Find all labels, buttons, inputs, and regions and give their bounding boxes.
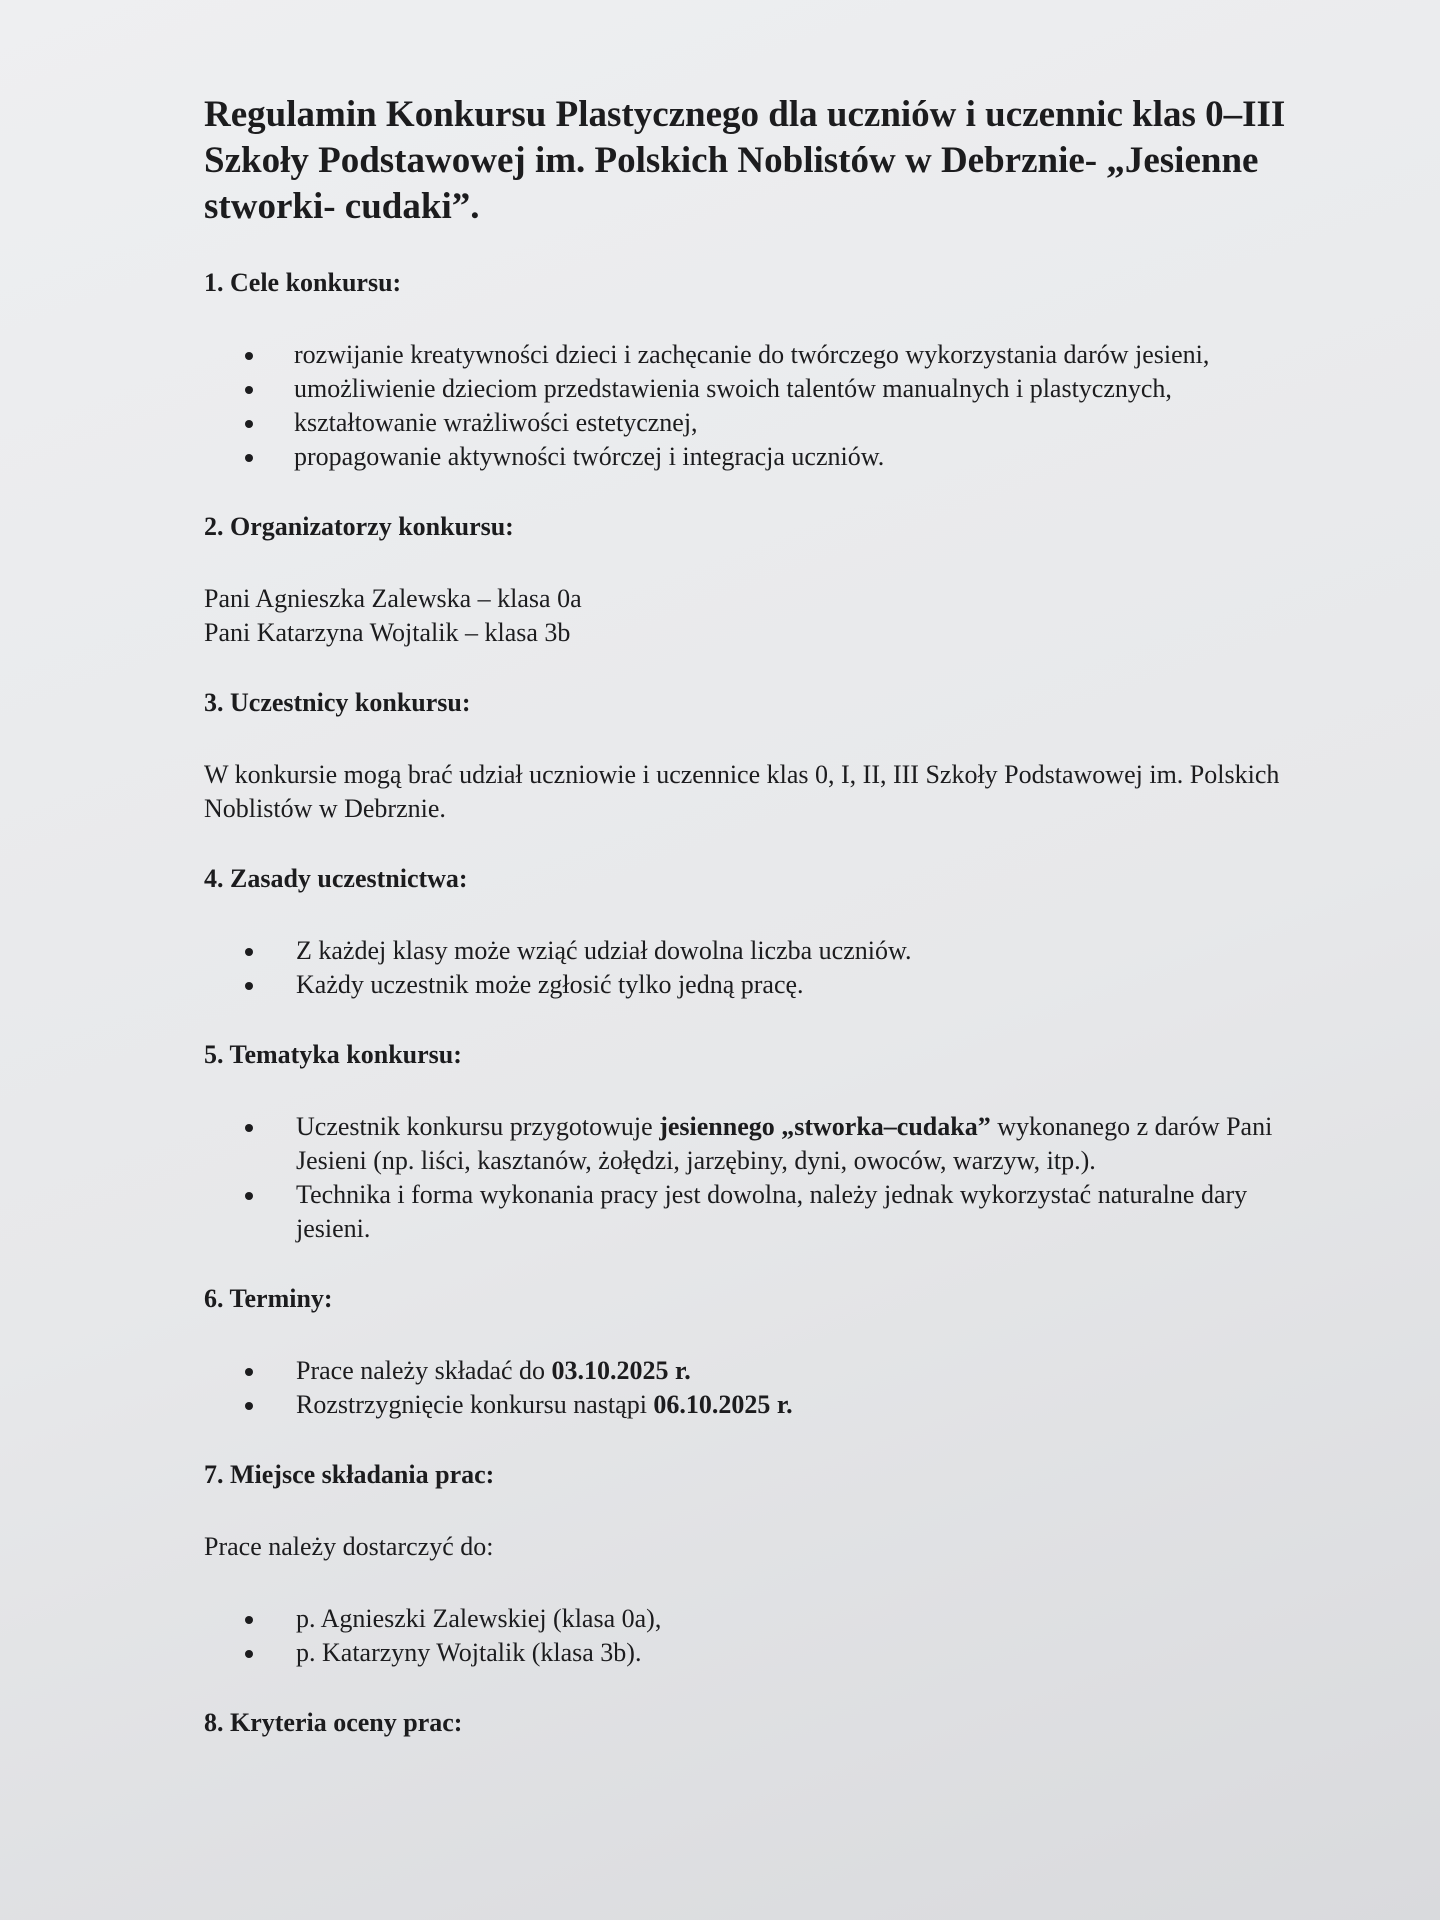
bullet-icon xyxy=(245,1402,253,1410)
list-item: Rozstrzygnięcie konkursu nastąpi 06.10.2025 r. xyxy=(204,1388,1334,1422)
section-heading-kryteria: 8. Kryteria oceny prac: xyxy=(204,1708,463,1737)
document-body xyxy=(204,92,1334,1740)
list-item: Z każdej klasy może wziąć udział dowolna liczba uczniów. xyxy=(204,934,1334,968)
bullet-icon xyxy=(245,1650,253,1658)
rules-list xyxy=(204,934,1334,1002)
list-item: p. Agnieszki Zalewskiej (klasa 0a), xyxy=(204,1602,1334,1636)
list-item: propagowanie aktywności twórczej i integracja uczniów. xyxy=(204,440,1274,474)
section-heading-miejsce: 7. Miejsce składania prac: xyxy=(204,1460,495,1489)
document-title: Regulamin Konkursu Plastycznego dla uczniów i uczennic klas 0–III Szkoły Podstawowej im. Polskich Noblistów w Debrznie- „Jesienne stworki- cudaki”. xyxy=(204,94,1286,227)
list-item: Prace należy składać do 03.10.2025 r. xyxy=(204,1354,1334,1388)
bullet-icon xyxy=(245,386,253,394)
list-item: kształtowanie wrażliwości estetycznej, xyxy=(204,406,1274,440)
list-item: rozwijanie kreatywności dzieci i zachęcanie do twórczego wykorzystania darów jesieni, xyxy=(204,338,1274,372)
list-item: Uczestnik konkursu przygotowuje jesiennego „stworka–cudaka” wykonanego z darów Pani Jesieni (np. liści, kasztanów, żołędzi, jarzębiny, dyni, owoców, warzyw, itp.). xyxy=(204,1110,1334,1178)
bullet-icon xyxy=(245,1368,253,1376)
list-item: p. Katarzyny Wojtalik (klasa 3b). xyxy=(204,1636,1334,1670)
organizer-line: Pani Katarzyna Wojtalik – klasa 3b xyxy=(204,618,571,647)
goals-list xyxy=(204,338,1274,474)
section-heading-cele: 1. Cele konkursu: xyxy=(204,268,402,297)
list-item: Technika i forma wykonania pracy jest dowolna, należy jednak wykorzystać naturalne dary jesieni. xyxy=(204,1178,1334,1246)
bullet-icon xyxy=(245,982,253,990)
organizer-line: Pani Agnieszka Zalewska – klasa 0a xyxy=(204,584,582,613)
bullet-icon xyxy=(245,420,253,428)
section-heading-zasady: 4. Zasady uczestnictwa: xyxy=(204,864,468,893)
participants-text: W konkursie mogą brać udział uczniowie i uczennice klas 0, I, II, III Szkoły Podstawowej im. Polskich Noblistów w Debrznie. xyxy=(204,760,1280,823)
bullet-icon xyxy=(245,454,253,462)
delivery-intro: Prace należy dostarczyć do: xyxy=(204,1532,494,1561)
bullet-icon xyxy=(245,1192,253,1200)
deadlines-list xyxy=(204,1354,1334,1422)
list-item: Każdy uczestnik może zgłosić tylko jedną pracę. xyxy=(204,968,1334,1002)
delivery-list xyxy=(204,1602,1334,1670)
theme-list xyxy=(204,1110,1334,1246)
section-heading-uczestnicy: 3. Uczestnicy konkursu: xyxy=(204,688,471,717)
bullet-icon xyxy=(245,352,253,360)
bullet-icon xyxy=(245,948,253,956)
section-heading-organizatorzy: 2. Organizatorzy konkursu: xyxy=(204,512,514,541)
section-heading-tematyka: 5. Tematyka konkursu: xyxy=(204,1040,462,1069)
list-item: umożliwienie dzieciom przedstawienia swoich talentów manualnych i plastycznych, xyxy=(204,372,1274,406)
bullet-icon xyxy=(245,1616,253,1624)
bullet-icon xyxy=(245,1124,253,1132)
section-heading-terminy: 6. Terminy: xyxy=(204,1284,333,1313)
